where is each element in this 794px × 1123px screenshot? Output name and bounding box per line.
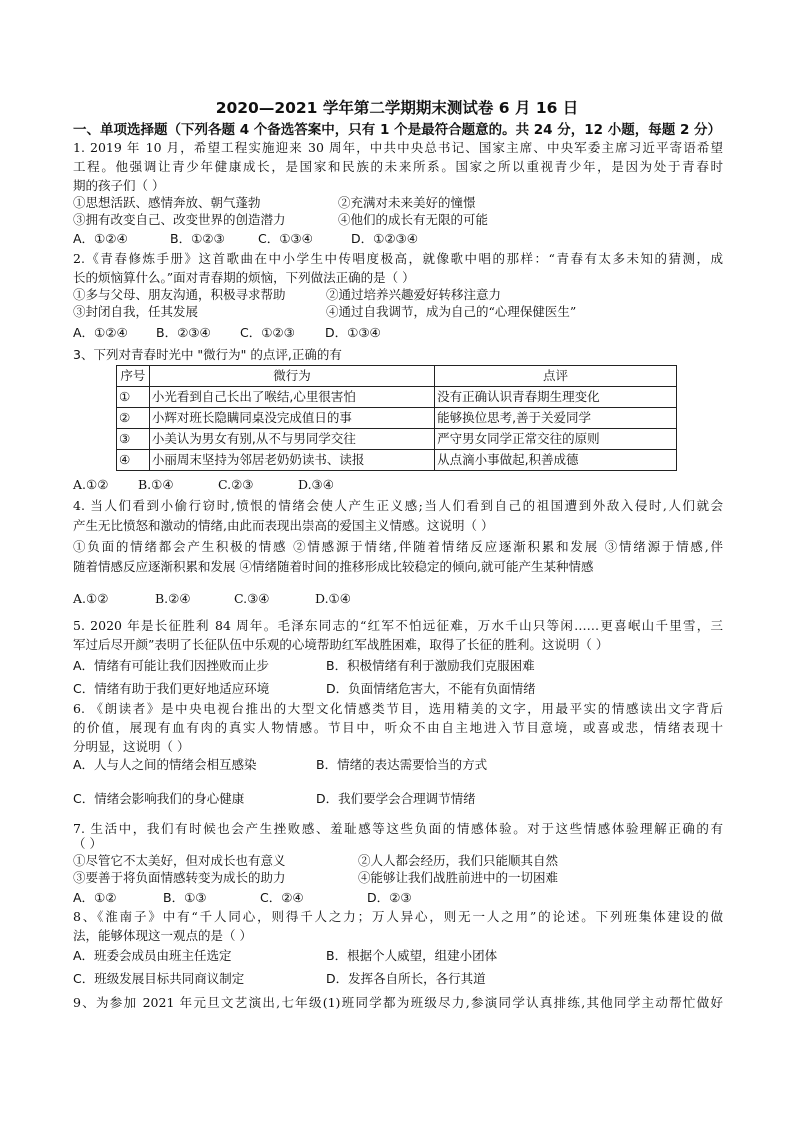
q1-answer-a: A．①②④ [73, 231, 128, 246]
q6-answer-b: B．情绪的表达需要恰当的方式 [316, 757, 488, 772]
table-cell: 严守男女同学正常交往的原则 [435, 429, 677, 450]
table-cell: ② [117, 408, 150, 429]
q7-choice-3: ③要善于将负面情感转变为成长的助力 [73, 870, 286, 885]
q7-choice-2: ②人人都会经历，我们只能顺其自然 [358, 853, 559, 868]
q8-stem-line-1: 8、《淮南子》中有“千人同心，则得千人之力；万人异心，则无一人之用”的论述。下列班集体建设的做 [73, 909, 723, 924]
q6-answer-d: D．我们要学会合理调节情绪 [316, 791, 476, 806]
table-cell: 从点滴小事做起,积善成德 [435, 450, 677, 471]
table-cell: 能够换位思考,善于关爱同学 [435, 408, 677, 429]
q2-choice-1: ①多与父母、朋友沟通，积极寻求帮助 [73, 287, 286, 302]
q7-choice-4: ④能够让我们战胜前进中的一切困难 [358, 870, 559, 885]
table-header-cell: 微行为 [149, 366, 434, 387]
q2-stem-line-1: 2.《青春修炼手册》这首歌曲在中小学生中传唱度极高，就像歌中唱的那样：“青春有太多未知的猜测，成 [73, 251, 723, 266]
q4-answer-a: A.①② [73, 591, 109, 606]
q1-stem-line-2: 工程。他强调让青少年健康成长，是国家和民族的未来所系。国家之所以重视青少年，是因为处于青春时 [73, 159, 723, 174]
q1-answer-b: B．①②③ [170, 231, 225, 246]
q3-stem: 3、下列对青春时光中 "微行为" 的点评,正确的有 [73, 347, 342, 362]
q5-answer-b: B．积极情绪有利于激励我们克服困难 [326, 658, 535, 673]
table-row [117, 429, 677, 450]
table-cell: 小光看到自己长出了喉结,心里很害怕 [149, 387, 434, 408]
q8-answer-c: C．班级发展目标共同商议制定 [73, 971, 245, 986]
table-header-cell: 序号 [117, 366, 150, 387]
q1-answer-c: C．①③④ [258, 231, 313, 246]
q5-answer-d: D．负面情绪危害大，不能有负面情绪 [326, 681, 536, 696]
q4-stem-line-3: ①负面的情绪都会产生积极的情感 ②情感源于情绪,伴随着情绪反应逐渐积累和发展 ③情绪源于情感,伴 [73, 539, 723, 554]
q2-stem-line-2: 长的烦恼算什么。”面对青春期的烦恼，下列做法正确的是（ ） [73, 270, 415, 285]
q2-choice-4: ④通过自我调节，成为自己的“心理保健医生” [326, 304, 577, 319]
q7-answer-b: B．①③ [163, 890, 207, 905]
q2-answer-a: A．①②④ [73, 325, 128, 340]
table-cell: 小丽周末坚持为邻居老奶奶读书、读报 [149, 450, 434, 471]
q4-stem-line-2: 产生无比愤怒和激动的情绪,由此而表现出崇高的爱国主义情感。这说明（ ） [73, 518, 494, 533]
q1-answer-d: D．①②③④ [351, 231, 418, 246]
q7-answer-d: D．②③ [367, 890, 412, 905]
q4-stem-line-4: 随着情感反应逐渐积累和发展 ④情绪随着时间的推移形成比较稳定的倾向,就可能产生某种情感 [73, 559, 594, 574]
q6-answer-a: A．人与人之间的情绪会相互感染 [73, 757, 257, 772]
q3-answer-d: D.③④ [298, 477, 334, 492]
q5-stem-line-2: 军过后尽开颜”表明了长征队伍中乐观的心境帮助红军战胜困难，取得了长征的胜利。这说明（ ） [73, 637, 609, 652]
q1-choice-3: ③拥有改变自己、改变世界的创造潜力 [73, 212, 286, 227]
section-heading: 一、单项选择题（下列各题 4 个备选答案中，只有 1 个是最符合题意的。共 24 分，12 小题，每题 2 分） [73, 122, 722, 138]
table-header-row [117, 366, 677, 387]
q5-answer-c: C．情绪有助于我们更好地适应环境 [73, 681, 270, 696]
q2-choice-2: ②通过培养兴趣爱好转移注意力 [326, 287, 502, 302]
q5-answer-a: A．情绪有可能让我们因挫败而止步 [73, 658, 270, 673]
q3-table [116, 365, 677, 471]
table-row [117, 387, 677, 408]
q6-answer-c: C．情绪会影响我们的身心健康 [73, 791, 245, 806]
q7-stem-line-1: 7. 生活中，我们有时候也会产生挫败感、羞耻感等这些负面的情感体验。对于这些情感体验理解正确的有 [73, 821, 723, 836]
q9-stem-line-1: 9、为参加 2021 年元旦文艺演出,七年级(1)班同学都为班级尽力,参演同学认真排练,其他同学主动帮忙做好 [73, 995, 723, 1010]
q3-answer-a: A.①② [73, 477, 109, 492]
q4-answer-d: D.①④ [315, 591, 351, 606]
q6-stem-line-2: 的价值，展现有血有肉的真实人物情感。节目中，听众不由自主地进入节目意境，或喜或悲，情绪表现十 [73, 720, 723, 735]
q8-answer-a: A．班委会成员由班主任选定 [73, 948, 232, 963]
q6-stem-line-1: 6. 《朗读者》是中央电视台推出的大型文化情感类节目，选用精美的文字，用最平实的情感读出文字背后 [73, 701, 723, 716]
table-cell: ① [117, 387, 150, 408]
table-cell: ④ [117, 450, 150, 471]
exam-title: 2020—2021 学年第二学期期末测试卷 6 月 16 日 [215, 99, 579, 117]
q2-choice-3: ③封闭自我，任其发展 [73, 304, 199, 319]
q8-stem-line-2: 法，能够体现这一观点的是（ ） [73, 928, 252, 943]
q2-answer-d: D．①③④ [325, 325, 381, 340]
q4-answer-c: C.③④ [234, 591, 270, 606]
q4-answer-b: B.②④ [155, 591, 191, 606]
q1-choice-2: ②充满对未来美好的憧憬 [338, 195, 476, 210]
q2-answer-c: C．①②③ [240, 325, 295, 340]
q5-stem-line-1: 5. 2020 年是长征胜利 84 周年。毛泽东同志的“红军不怕远征难，万水千山只等闲……更喜岷山千里雪，三 [73, 618, 723, 633]
q7-stem-line-2: （ ） [73, 836, 102, 851]
table-row [117, 408, 677, 429]
q3-answer-b: B.①④ [138, 477, 174, 492]
q8-answer-d: D．发挥各自所长，各行其道 [326, 971, 486, 986]
q3-answer-c: C.②③ [218, 477, 254, 492]
table-header-cell: 点评 [435, 366, 677, 387]
q1-choice-1: ①思想活跃、感情奔放、朝气蓬勃 [73, 195, 261, 210]
table-cell: 没有正确认识青春期生理变化 [435, 387, 677, 408]
table-cell: ③ [117, 429, 150, 450]
table-row [117, 450, 677, 471]
table-cell: 小美认为男女有别,从不与男同学交往 [149, 429, 434, 450]
table-cell: 小辉对班长隐瞒同桌没完成值日的事 [149, 408, 434, 429]
q1-stem-line-3: 期的孩子们（ ） [73, 178, 165, 193]
q1-stem-line-1: 1. 2019 年 10 月，希望工程实施迎来 30 周年，中共中央总书记、国家主席、中央军委主席习近平寄语希望 [73, 140, 723, 155]
q7-choice-1: ①尽管它不太美好，但对成长也有意义 [73, 853, 286, 868]
q1-choice-4: ④他们的成长有无限的可能 [338, 212, 489, 227]
q8-answer-b: B．根据个人威望，组建小团体 [326, 948, 498, 963]
q2-answer-b: B．②③④ [156, 325, 211, 340]
q4-stem-line-1: 4. 当人们看到小偷行窃时,愤恨的情绪会使人产生正义感;当人们看到自己的祖国遭到外敌入侵时,人们就会 [73, 498, 723, 513]
q7-answer-a: A．①② [73, 890, 117, 905]
q6-stem-line-3: 分明显，这说明（ ） [73, 739, 190, 754]
q7-answer-c: C．②④ [260, 890, 304, 905]
